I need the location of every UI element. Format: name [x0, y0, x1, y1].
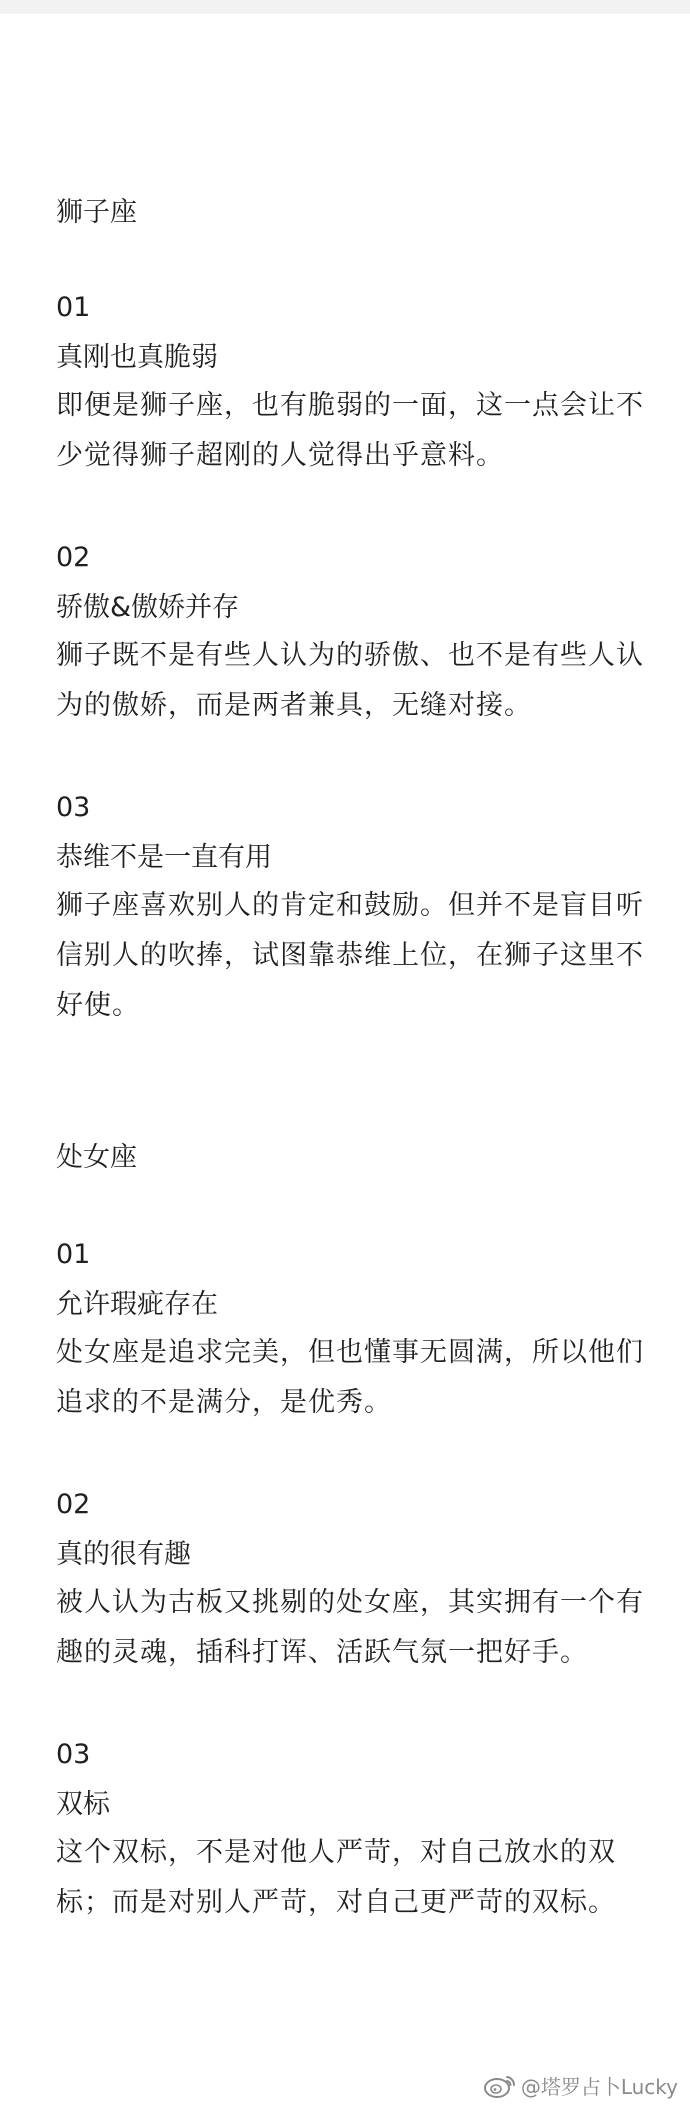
item-body: 狮子既不是有些人认为的骄傲、也不是有些人认为的傲娇，而是两者兼具，无缝对接。 [56, 640, 644, 721]
item-body: 即便是狮子座，也有脆弱的一面，这一点会让不少觉得狮子超刚的人觉得出乎意料。 [56, 390, 644, 471]
watermark [483, 2071, 678, 2100]
item-body: 被人认为古板又挑剔的处女座，其实拥有一个有趣的灵魂，插科打诨、活跃气氛一把好手。 [56, 1587, 644, 1668]
item-number: 01 [56, 1239, 91, 1270]
top-bar [0, 0, 690, 14]
item-number: 02 [56, 1489, 91, 1520]
watermark-text: @塔罗占卜Lucky [520, 2075, 678, 2099]
item-heading: 恭维不是一直有用 [56, 842, 272, 873]
item-body: 狮子座喜欢别人的肯定和鼓励。但并不是盲目听信别人的吹捧，试图靠恭维上位，在狮子这里不好使。 [56, 890, 644, 1021]
section-title-virgo: 处女座 [56, 1142, 137, 1173]
item-number: 03 [56, 792, 91, 823]
item-number: 03 [56, 1739, 91, 1770]
item-number: 02 [56, 542, 91, 573]
item-heading: 双标 [56, 1789, 110, 1820]
item-body: 处女座是追求完美，但也懂事无圆满，所以他们追求的不是满分，是优秀。 [56, 1337, 644, 1418]
section-title-leo: 狮子座 [56, 197, 137, 228]
item-body: 这个双标，不是对他人严苛，对自己放水的双标；而是对别人严苛，对自己更严苛的双标。 [56, 1837, 616, 1918]
item-number: 01 [56, 292, 91, 323]
item-heading: 真的很有趣 [56, 1539, 191, 1570]
item-heading: 骄傲&傲娇并存 [56, 592, 240, 623]
item-heading: 允许瑕疵存在 [56, 1289, 218, 1320]
item-heading: 真刚也真脆弱 [56, 342, 218, 373]
weibo-icon [483, 2073, 517, 2099]
